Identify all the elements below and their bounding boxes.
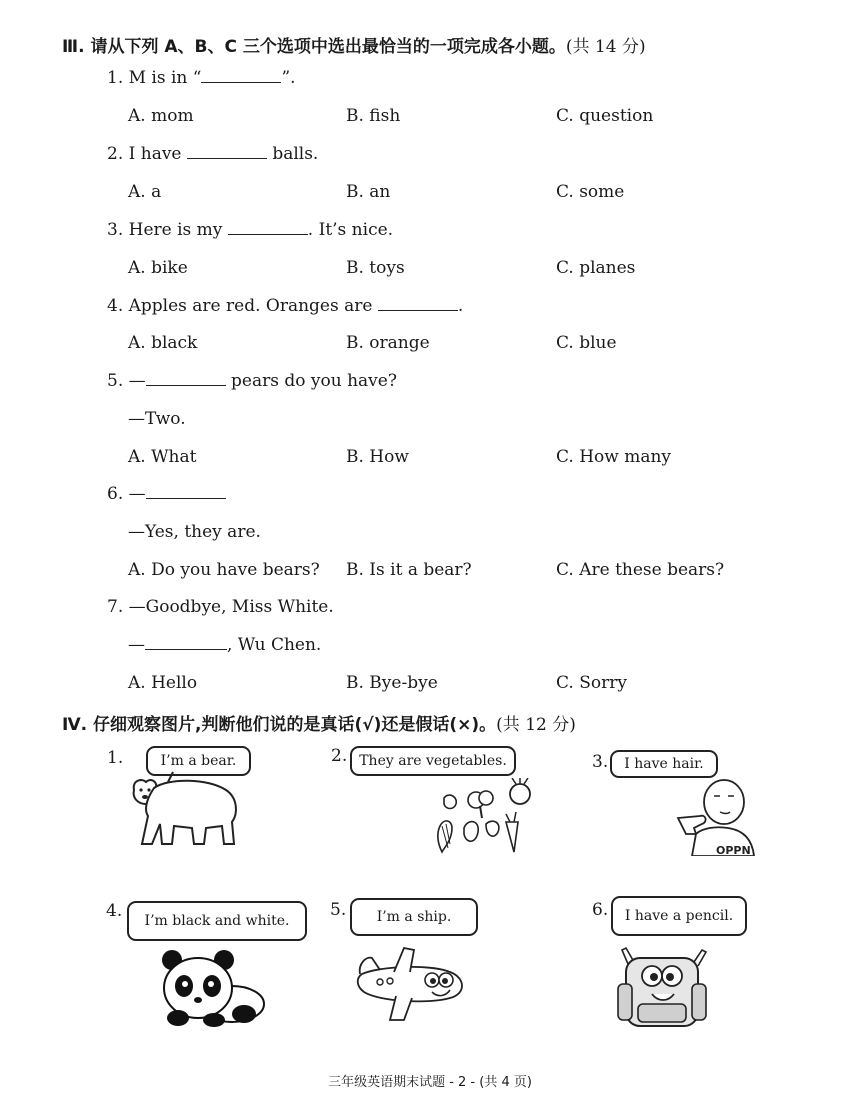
q6-option-b: B. Is it a bear? — [346, 560, 472, 580]
question-6 — [107, 484, 226, 504]
question-4-text-end: . — [457, 296, 464, 316]
question-5-text-end: pears do you have? — [231, 371, 397, 391]
q1-option-c: C. question — [556, 106, 654, 126]
item-4-speech-bubble — [127, 901, 307, 941]
q6-option-c: C. Are these bears? — [556, 560, 725, 580]
schoolbag-icon — [614, 946, 710, 1030]
item-1-speech: I’m a bear. — [160, 753, 237, 769]
section-3-points: (共 14 分) — [565, 37, 646, 57]
item-4-speech: I’m black and white. — [144, 913, 290, 929]
q7-option-a: A. Hello — [128, 673, 198, 693]
question-6-text: 6. — — [107, 484, 146, 504]
bald-man-icon — [676, 778, 756, 856]
answer-blank — [378, 296, 458, 311]
q6-option-a: A. Do you have bears? — [128, 560, 320, 580]
question-6-reply: —Yes, they are. — [128, 522, 261, 542]
airplane-icon — [350, 944, 468, 1024]
q2-option-b: B. an — [346, 182, 391, 202]
question-7-reply-dash: — — [128, 635, 145, 655]
item-5-number: 5. — [330, 900, 347, 920]
shirt-text: OPPN — [716, 844, 751, 856]
question-5 — [107, 371, 397, 391]
panda-icon — [158, 948, 268, 1028]
item-2-speech-bubble — [350, 746, 516, 776]
q7-option-b: B. Bye-bye — [346, 673, 438, 693]
q3-option-c: C. planes — [556, 258, 636, 278]
question-7-reply-end: , Wu Chen. — [227, 635, 322, 655]
item-5-speech-bubble — [350, 898, 478, 936]
answer-blank — [187, 144, 267, 159]
question-2 — [107, 144, 318, 164]
section-3-title: Ⅲ. 请从下列 A、B、C 三个选项中选出最恰当的一项完成各小题。 — [62, 37, 566, 57]
answer-blank — [146, 484, 226, 499]
section-4-title: Ⅳ. 仔细观察图片,判断他们说的是真话(√)还是假话(×)。 — [62, 715, 497, 735]
q5-option-b: B. How — [346, 447, 409, 467]
question-1-text-end: ”. — [281, 68, 296, 88]
q3-option-b: B. toys — [346, 258, 405, 278]
answer-blank — [228, 220, 308, 235]
q4-option-c: C. blue — [556, 333, 617, 353]
question-1-text: 1. M is in “ — [107, 68, 202, 88]
question-1 — [107, 68, 296, 88]
question-3-text-end: . It’s nice. — [307, 220, 394, 240]
question-5-reply: —Two. — [128, 409, 186, 429]
question-7: 7. —Goodbye, Miss White. — [107, 597, 334, 617]
section-4-points: (共 12 分) — [496, 715, 576, 735]
q5-option-c: C. How many — [556, 447, 672, 467]
question-7-reply — [128, 635, 321, 655]
item-2-number: 2. — [331, 746, 348, 766]
item-1-number: 1. — [107, 748, 124, 768]
q4-option-b: B. orange — [346, 333, 430, 353]
q4-option-a: A. black — [128, 333, 198, 353]
q1-option-a: A. mom — [128, 106, 194, 126]
q2-option-c: C. some — [556, 182, 625, 202]
section-3-heading — [62, 32, 646, 57]
q5-option-a: A. What — [128, 447, 197, 467]
question-5-text: 5. — — [107, 371, 146, 391]
item-5-speech: I’m a ship. — [376, 909, 452, 925]
item-6-speech-bubble — [611, 896, 747, 936]
item-4-number: 4. — [106, 901, 123, 921]
item-6-speech: I have a pencil. — [624, 908, 734, 924]
q3-option-a: A. bike — [128, 258, 188, 278]
item-3-number: 3. — [592, 752, 609, 772]
q1-option-b: B. fish — [346, 106, 401, 126]
answer-blank — [145, 635, 227, 650]
question-4-text: 4. Apples are red. Oranges are — [107, 296, 373, 316]
question-3-text: 3. Here is my — [107, 220, 223, 240]
answer-blank — [146, 371, 226, 386]
section-4-heading — [62, 710, 576, 735]
question-2-text-end: balls. — [272, 144, 319, 164]
answer-blank — [201, 68, 281, 83]
item-6-number: 6. — [592, 900, 609, 920]
polar-bear-icon — [128, 770, 243, 850]
item-2-speech: They are vegetables. — [359, 753, 507, 769]
question-2-text: 2. I have — [107, 144, 182, 164]
question-4 — [107, 296, 463, 316]
item-3-speech: I have hair. — [624, 756, 704, 772]
item-3-speech-bubble — [610, 750, 718, 778]
page-footer: 三年级英语期末试题 - 2 - (共 4 页) — [328, 1075, 532, 1090]
q7-option-c: C. Sorry — [556, 673, 627, 693]
question-3 — [107, 220, 393, 240]
vegetables-icon — [436, 778, 536, 856]
q2-option-a: A. a — [128, 182, 162, 202]
